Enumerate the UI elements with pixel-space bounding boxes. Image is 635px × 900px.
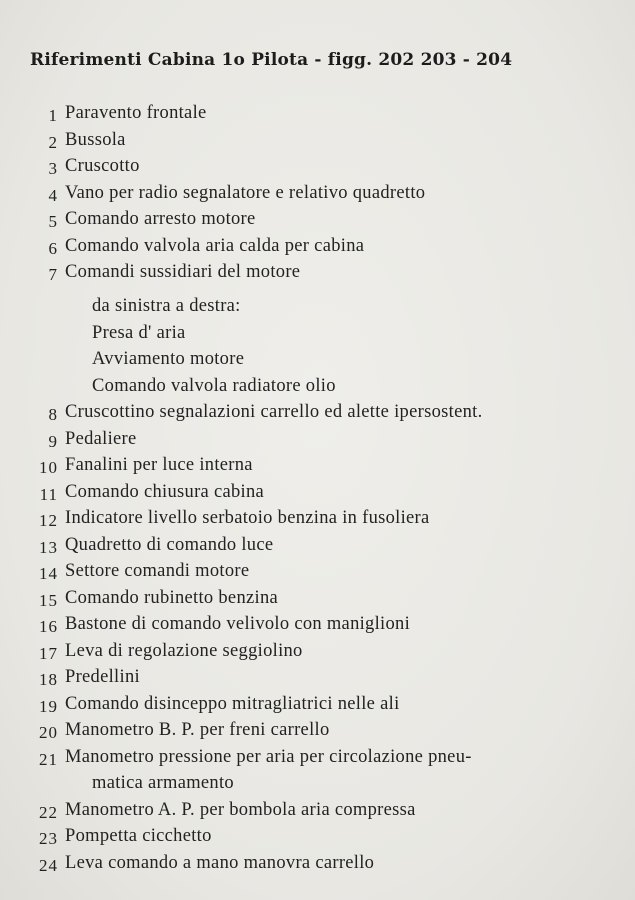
item-text: Leva di regolazione seggiolino bbox=[65, 640, 303, 661]
item-text: da sinistra a destra: bbox=[92, 296, 241, 316]
list-item bbox=[0, 558, 635, 585]
item-number: 10 bbox=[39, 458, 58, 477]
list-item bbox=[0, 638, 635, 665]
item-number: 17 bbox=[39, 643, 58, 663]
list-item bbox=[0, 797, 635, 824]
item-number: 21 bbox=[39, 749, 58, 769]
list-item bbox=[0, 100, 635, 127]
item-text: Manometro B. P. per freni carrello bbox=[65, 720, 330, 740]
page-title: Riferimenti Cabina 1o Pilota - figg. 202 203 - 204 bbox=[30, 50, 513, 70]
list-item bbox=[0, 664, 635, 691]
item-text: Pedaliere bbox=[65, 428, 137, 449]
item-number: 6 bbox=[48, 238, 58, 258]
item-number: 18 bbox=[39, 670, 58, 689]
item-text: Presa d' aria bbox=[92, 322, 186, 343]
item-number: 15 bbox=[39, 590, 58, 610]
item-number: 19 bbox=[39, 696, 58, 716]
item-number: 4 bbox=[48, 185, 58, 205]
list-item bbox=[0, 452, 635, 479]
item-number: 13 bbox=[39, 537, 58, 557]
item-text: Settore comandi motore bbox=[65, 561, 250, 581]
item-text: Comando rubinetto benzina bbox=[65, 587, 279, 608]
reference-list bbox=[0, 100, 635, 876]
item-text: Comando disinceppo mitragliatrici nelle ali bbox=[65, 693, 400, 714]
item-number: 11 bbox=[39, 484, 58, 504]
list-item bbox=[0, 611, 635, 638]
item-number: 24 bbox=[39, 855, 58, 875]
item-text: Bastone di comando velivolo con maniglioni bbox=[65, 614, 411, 634]
sub-list-item bbox=[0, 346, 635, 373]
item-number: 1 bbox=[48, 106, 58, 125]
list-item bbox=[0, 505, 635, 532]
item-text: Predellini bbox=[65, 667, 140, 687]
item-text: Comando chiusura cabina bbox=[65, 481, 265, 502]
item-text: Manometro A. P. per bombola aria compressa bbox=[65, 799, 416, 820]
item-text: Fanalini per luce interna bbox=[65, 455, 253, 475]
list-item bbox=[0, 426, 635, 453]
sub-list-item bbox=[0, 320, 635, 347]
list-item bbox=[0, 206, 635, 233]
item-text: Indicatore livello serbatoio benzina in fusoliera bbox=[65, 508, 430, 528]
list-item bbox=[0, 479, 635, 506]
item-number: 20 bbox=[39, 723, 58, 742]
list-item bbox=[0, 691, 635, 718]
item-number: 9 bbox=[48, 431, 58, 451]
item-text: Cruscottino segnalazioni carrello ed alette ipersostent. bbox=[65, 402, 483, 422]
item-text: matica armamento bbox=[92, 773, 234, 793]
item-text: Manometro pressione per aria per circolazione pneu- bbox=[65, 746, 472, 767]
item-text: Avviamento motore bbox=[92, 349, 245, 369]
item-number: 2 bbox=[48, 132, 58, 152]
list-item bbox=[0, 717, 635, 744]
sub-list-item bbox=[0, 373, 635, 400]
item-text: Quadretto di comando luce bbox=[65, 534, 274, 555]
item-text: Comando arresto motore bbox=[65, 209, 256, 229]
item-number: 5 bbox=[48, 212, 58, 231]
item-number: 22 bbox=[39, 802, 58, 822]
item-number: 8 bbox=[48, 405, 58, 424]
item-text: Paravento frontale bbox=[65, 103, 207, 123]
list-item bbox=[0, 585, 635, 612]
item-number: 3 bbox=[48, 159, 58, 178]
list-item-continuation bbox=[0, 770, 635, 797]
item-text: Pompetta cicchetto bbox=[65, 826, 212, 846]
item-text: Bussola bbox=[65, 129, 126, 150]
item-text: Comando valvola aria calda per cabina bbox=[65, 235, 365, 256]
sub-list-item bbox=[0, 293, 635, 320]
item-text: Vano per radio segnalatore e relativo quadretto bbox=[65, 182, 426, 203]
list-item bbox=[0, 127, 635, 154]
list-item bbox=[0, 744, 635, 771]
item-number: 14 bbox=[39, 564, 58, 583]
item-text: Cruscotto bbox=[65, 156, 140, 176]
item-number: 7 bbox=[48, 265, 58, 284]
list-item bbox=[0, 180, 635, 207]
list-item bbox=[0, 153, 635, 180]
item-text: Leva comando a mano manovra carrello bbox=[65, 852, 375, 873]
item-number: 23 bbox=[39, 829, 58, 848]
list-item bbox=[0, 823, 635, 850]
list-item bbox=[0, 399, 635, 426]
item-number: 16 bbox=[39, 617, 58, 636]
item-text: Comando valvola radiatore olio bbox=[92, 375, 336, 396]
list-item bbox=[0, 259, 635, 293]
item-number: 12 bbox=[39, 511, 58, 530]
list-item bbox=[0, 233, 635, 260]
list-item bbox=[0, 850, 635, 877]
item-text: Comandi sussidiari del motore bbox=[65, 262, 301, 282]
list-item bbox=[0, 532, 635, 559]
